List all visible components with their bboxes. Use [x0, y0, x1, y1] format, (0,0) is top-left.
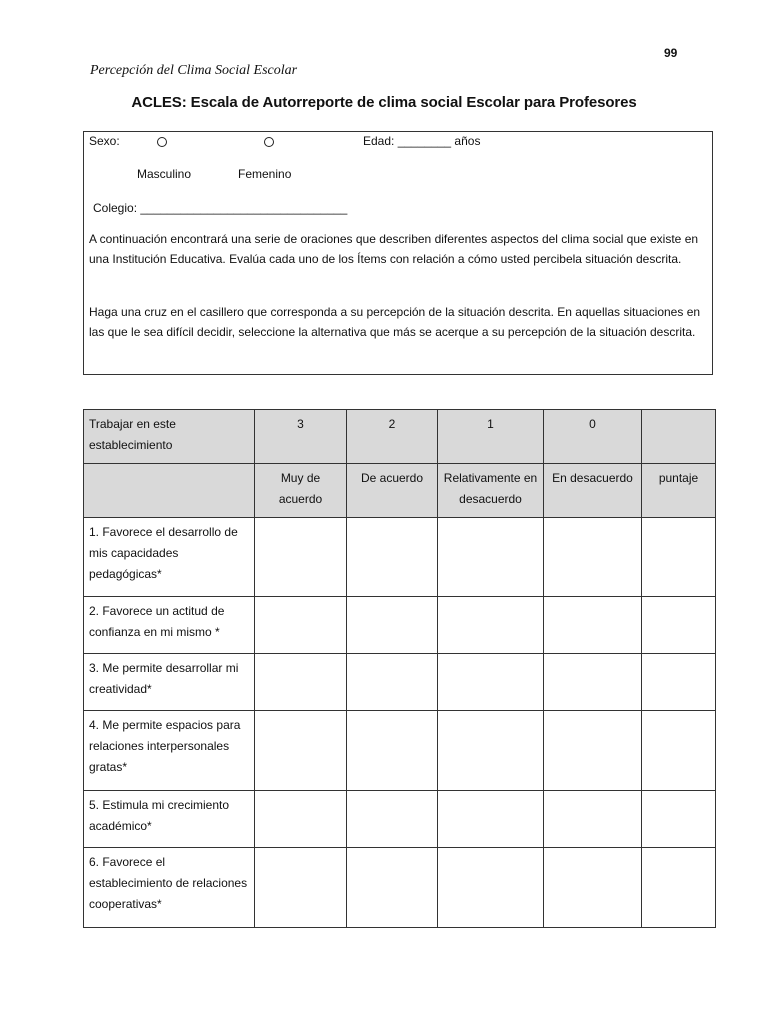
table-row	[84, 597, 716, 654]
answer-cell[interactable]	[438, 597, 544, 654]
answer-cell[interactable]	[255, 597, 347, 654]
table-row	[84, 518, 716, 597]
option-header-blank	[84, 464, 255, 518]
page-number: 99	[664, 46, 678, 60]
score-cell[interactable]	[642, 791, 716, 848]
running-header: Percepción del Clima Social Escolar	[90, 63, 298, 78]
item-label: 1. Favorece el desarrollo de mis capacidades pedagógicas*	[84, 518, 255, 597]
document-title: ACLES: Escala de Autorreporte de clima social Escolar para Profesores	[131, 94, 637, 111]
item-label: 6. Favorece el establecimiento de relaciones cooperativas*	[84, 848, 255, 928]
option-en-desacuerdo: En desacuerdo	[544, 464, 642, 518]
colegio-field[interactable]: Colegio: _______________________________	[93, 201, 348, 215]
answer-cell[interactable]	[544, 711, 642, 791]
score-header-2: 2	[347, 410, 438, 464]
answer-cell[interactable]	[438, 518, 544, 597]
answer-cell[interactable]	[347, 654, 438, 711]
item-label: 3. Me permite desarrollar mi creatividad*	[84, 654, 255, 711]
answer-cell[interactable]	[347, 848, 438, 928]
answer-cell[interactable]	[438, 654, 544, 711]
femenino-radio[interactable]	[264, 137, 274, 147]
answer-cell[interactable]	[347, 518, 438, 597]
score-header-3: 3	[255, 410, 347, 464]
item-label: 4. Me permite espacios para relaciones interpersonales gratas*	[84, 711, 255, 791]
respondent-info-box	[83, 131, 713, 375]
score-header-row	[84, 410, 716, 464]
option-header-row	[84, 464, 716, 518]
score-cell[interactable]	[642, 518, 716, 597]
table-row	[84, 711, 716, 791]
answer-cell[interactable]	[347, 791, 438, 848]
score-cell[interactable]	[642, 597, 716, 654]
answer-cell[interactable]	[255, 791, 347, 848]
edad-field[interactable]: Edad: ________ años	[363, 134, 481, 148]
sexo-label: Sexo:	[89, 134, 120, 148]
femenino-label: Femenino	[238, 167, 292, 181]
answer-cell[interactable]	[255, 848, 347, 928]
table-row	[84, 791, 716, 848]
answer-cell[interactable]	[347, 711, 438, 791]
option-muy-de-acuerdo: Muy de acuerdo	[255, 464, 347, 518]
answer-cell[interactable]	[255, 654, 347, 711]
option-relativamente-en-desacuerdo: Relativamente en desacuerdo	[438, 464, 544, 518]
answer-cell[interactable]	[438, 711, 544, 791]
answer-cell[interactable]	[544, 597, 642, 654]
score-header-0: 0	[544, 410, 642, 464]
answer-cell[interactable]	[347, 597, 438, 654]
score-cell[interactable]	[642, 711, 716, 791]
answer-cell[interactable]	[255, 518, 347, 597]
answer-cell[interactable]	[544, 791, 642, 848]
score-cell[interactable]	[642, 654, 716, 711]
table-row	[84, 654, 716, 711]
header-label-cell: Trabajar en este establecimiento	[84, 410, 255, 464]
answer-cell[interactable]	[544, 848, 642, 928]
item-label: 5. Estimula mi crecimiento académico*	[84, 791, 255, 848]
table-row	[84, 848, 716, 928]
answer-cell[interactable]	[544, 518, 642, 597]
option-de-acuerdo: De acuerdo	[347, 464, 438, 518]
answer-cell[interactable]	[544, 654, 642, 711]
scale-table	[83, 409, 716, 928]
instructions-paragraph-1: A continuación encontrará una serie de oraciones que describen diferentes aspectos del clima social que existe en una Institución Educativa. Evalúa cada uno de los Ítems con relación a cómo usted percibela situación descrita.	[89, 232, 699, 266]
answer-cell[interactable]	[438, 791, 544, 848]
option-puntaje: puntaje	[642, 464, 716, 518]
answer-cell[interactable]	[255, 711, 347, 791]
answer-cell[interactable]	[438, 848, 544, 928]
instructions-paragraph-2: Haga una cruz en el casillero que corresponda a su percepción de la situación descrita. En aquellas situaciones en las que le sea difícil decidir, seleccione la alternativa que más se acerque a su percepción de la situación descrita.	[89, 305, 701, 339]
masculino-label: Masculino	[137, 167, 192, 181]
score-cell[interactable]	[642, 848, 716, 928]
score-header-blank	[642, 410, 716, 464]
masculino-radio[interactable]	[157, 137, 167, 147]
item-label: 2. Favorece un actitud de confianza en mi mismo *	[84, 597, 255, 654]
score-header-1: 1	[438, 410, 544, 464]
